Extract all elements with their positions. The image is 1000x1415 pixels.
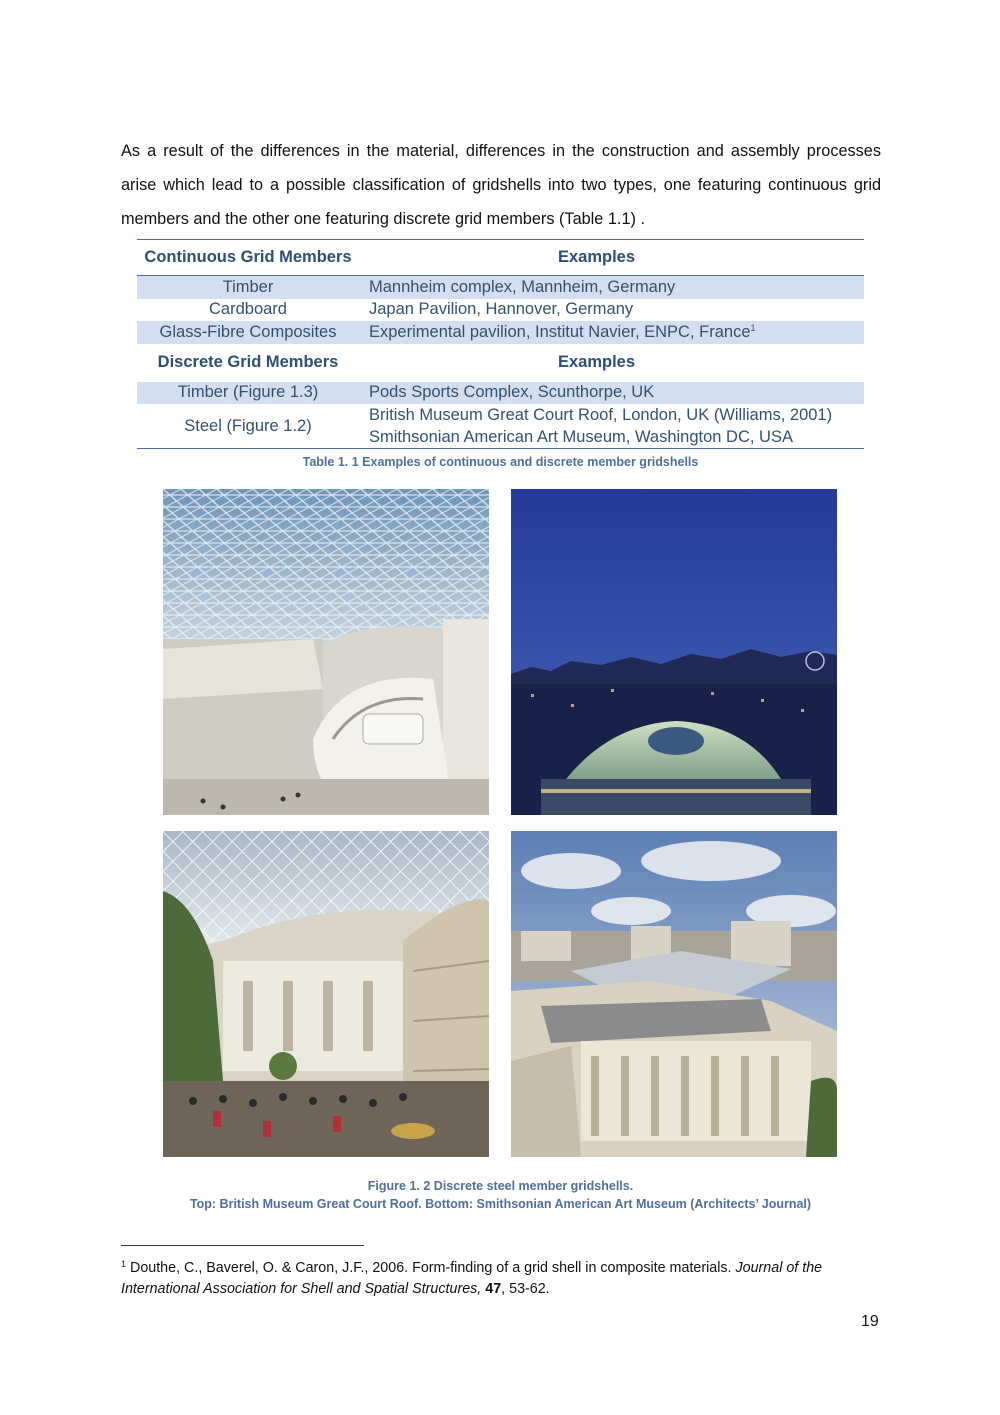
table-row bbox=[137, 321, 864, 344]
figure-caption-line: Figure 1. 2 Discrete steel member gridshells. bbox=[367, 1179, 634, 1193]
footnote-pages: , 53-62. bbox=[501, 1281, 550, 1297]
column-header: Discrete Grid Members bbox=[157, 353, 339, 371]
table-row bbox=[137, 299, 864, 322]
table-row bbox=[137, 276, 864, 299]
table-header-discrete bbox=[137, 344, 864, 382]
photo-british-museum-aerial-night bbox=[511, 489, 837, 815]
body-paragraph: As a result of the differences in the material, differences in the construction and assembly processes arise which lead to a possible classification of gridshells into two types, one featuring continuous grid members and the other one featuring discrete grid members (Table 1.1) . bbox=[121, 142, 881, 229]
column-header: Examples bbox=[557, 248, 636, 266]
table-caption: Table 1. 1 Examples of continuous and discrete member gridshells bbox=[302, 455, 699, 469]
footnote-divider bbox=[121, 1245, 364, 1246]
table-cell-text: Experimental pavilion, Institut Navier, ENPC, France bbox=[369, 322, 751, 341]
table-cell: Steel (Figure 1.2) bbox=[184, 416, 312, 435]
table-cell bbox=[359, 404, 864, 448]
table-cell: Glass-Fibre Composites bbox=[159, 322, 337, 341]
table-cell: Japan Pavilion, Hannover, Germany bbox=[369, 300, 634, 319]
table-header-continuous bbox=[137, 240, 864, 276]
table-cell bbox=[359, 323, 864, 342]
photo-smithsonian-interior bbox=[163, 831, 489, 1157]
figure-caption bbox=[137, 1177, 864, 1213]
figure-caption-line: Top: British Museum Great Court Roof. Bottom: Smithsonian American Art Museum (Architects’ Journal) bbox=[189, 1197, 812, 1211]
column-header: Examples bbox=[557, 353, 636, 371]
photo-smithsonian-aerial bbox=[511, 831, 837, 1157]
table-row bbox=[137, 404, 864, 448]
table-cell: Pods Sports Complex, Scunthorpe, UK bbox=[369, 383, 655, 402]
gridshell-examples-table bbox=[137, 239, 864, 449]
photo-british-museum-interior bbox=[163, 489, 489, 815]
page-number: 19 bbox=[861, 1313, 879, 1330]
table-cell: Mannheim complex, Mannheim, Germany bbox=[369, 277, 676, 296]
footnote-journal: Journal of the International Association for Shell and Spatial Structures, bbox=[121, 1260, 823, 1297]
footnote-text: Douthe, C., Baverel, O. & Caron, J.F., 2006. Form-finding of a grid shell in composite materials. bbox=[126, 1260, 736, 1276]
table-cell: Timber (Figure 1.3) bbox=[177, 383, 319, 402]
footnote-marker: 1 bbox=[121, 1259, 127, 1269]
table-row bbox=[137, 382, 864, 405]
table-cell: Timber bbox=[222, 277, 274, 296]
footnote bbox=[121, 1254, 881, 1300]
table-cell-line: Smithsonian American Art Museum, Washington DC, USA bbox=[369, 428, 793, 446]
table-cell: Cardboard bbox=[209, 300, 287, 319]
footnote-ref[interactable]: 1 bbox=[750, 322, 756, 333]
column-header: Continuous Grid Members bbox=[144, 248, 352, 266]
footnote-volume: 47 bbox=[485, 1281, 502, 1297]
table-cell-line: British Museum Great Court Roof, London, UK (Williams, 2001) bbox=[369, 406, 833, 424]
